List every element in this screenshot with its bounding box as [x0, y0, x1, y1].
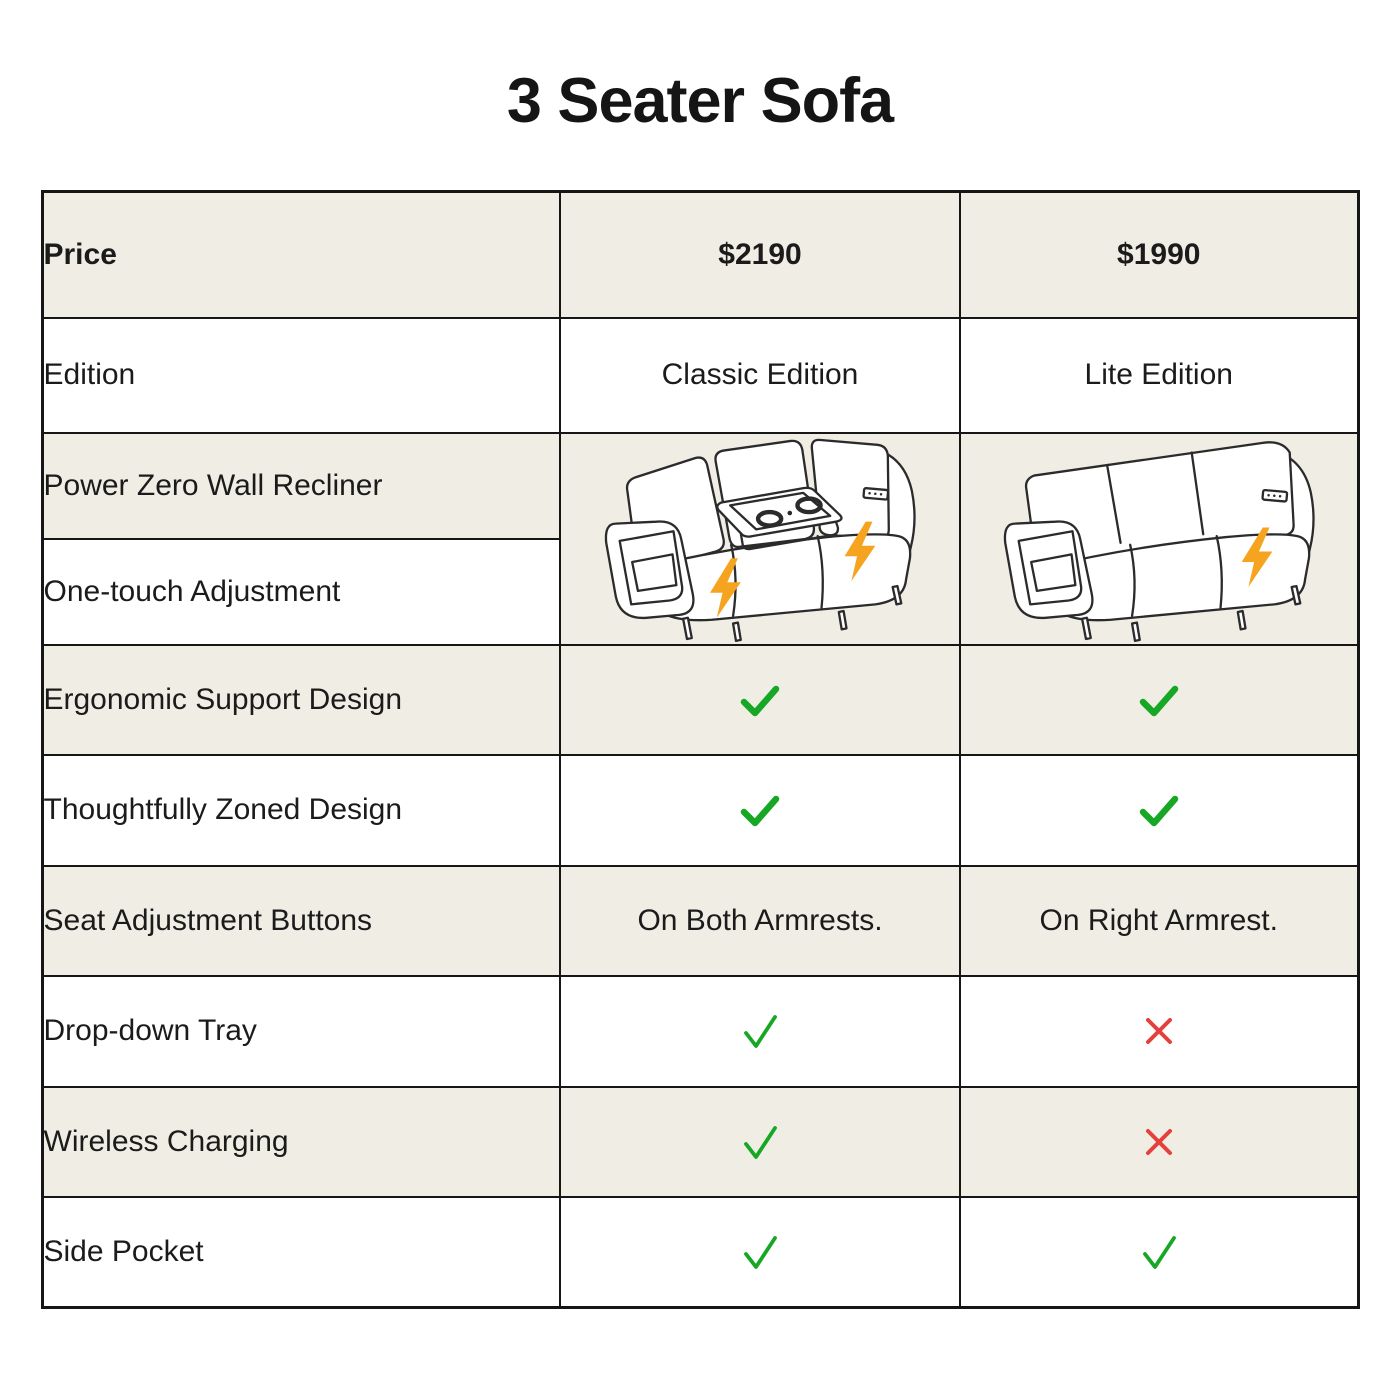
page-title: 3 Seater Sofa [506, 66, 894, 136]
seat-buttons-classic-value: On Both Armrests. [637, 903, 883, 937]
seat-buttons-classic-cell [560, 866, 960, 976]
wireless-lite-cell [960, 1087, 1358, 1197]
armrest-button-panel [863, 488, 888, 500]
wireless-lite-mark [1140, 1123, 1178, 1161]
check-icon [738, 1009, 782, 1053]
cross-icon [1140, 1012, 1178, 1050]
zoned-lite-mark [1136, 787, 1182, 833]
recliner-label: Power Zero Wall Recliner [43, 468, 383, 502]
comparison-table [41, 190, 1360, 1309]
one-touch-label: One-touch Adjustment [43, 574, 341, 608]
ergonomic-lite-cell [960, 645, 1358, 755]
edition-row [42, 318, 1358, 433]
classic-sofa-cell [560, 433, 960, 645]
price-label-cell [42, 192, 560, 318]
classic-sofa-illustration [587, 435, 933, 642]
tray-classic-mark [738, 1009, 782, 1053]
tray-label: Drop-down Tray [43, 1014, 257, 1048]
check-icon [1136, 787, 1182, 833]
wireless-label-cell [42, 1087, 560, 1197]
wireless-classic-cell [560, 1087, 960, 1197]
side-pocket-label-cell [42, 1197, 560, 1308]
ergonomic-lite-mark [1136, 677, 1182, 723]
side-pocket-label: Side Pocket [43, 1235, 204, 1269]
check-icon [1137, 1230, 1181, 1274]
ergonomic-row [42, 645, 1358, 755]
side-pocket-classic-mark [738, 1230, 782, 1274]
wireless-classic-mark [738, 1120, 782, 1164]
ergonomic-label: Ergonomic Support Design [43, 682, 403, 716]
classic-price-cell [560, 192, 960, 318]
side-pocket-lite-cell [960, 1197, 1358, 1308]
tray-classic-cell [560, 976, 960, 1087]
edition-label-cell [42, 318, 560, 433]
ergonomic-classic-mark [737, 677, 783, 723]
seat-buttons-label-cell [42, 866, 560, 976]
tray-lite-cell [960, 976, 1358, 1087]
zoned-row [42, 755, 1358, 866]
tray-row [42, 976, 1358, 1087]
tray-lite-mark [1140, 1012, 1178, 1050]
zoned-label: Thoughtfully Zoned Design [43, 793, 403, 827]
seat-buttons-label: Seat Adjustment Buttons [43, 903, 373, 937]
armrest-button-panel [1262, 490, 1287, 502]
one-touch-label-cell [42, 539, 560, 645]
lite-edition-cell [960, 318, 1358, 433]
seat-buttons-lite-cell [960, 866, 1358, 976]
wireless-label: Wireless Charging [43, 1124, 289, 1158]
lite-sofa-illustration [986, 435, 1332, 642]
lite-edition-name: Lite Edition [1084, 358, 1233, 392]
lite-price: $1990 [1117, 238, 1201, 272]
ergonomic-classic-cell [560, 645, 960, 755]
zoned-classic-mark [737, 787, 783, 833]
cross-icon [1140, 1123, 1178, 1161]
check-icon [1136, 677, 1182, 723]
check-icon [738, 1230, 782, 1274]
price-label: Price [43, 238, 117, 272]
check-icon [737, 677, 783, 723]
seat-buttons-row [42, 866, 1358, 976]
side-pocket-row [42, 1197, 1358, 1308]
price-row [42, 192, 1358, 318]
seat-buttons-lite-value: On Right Armrest. [1039, 903, 1278, 937]
recliner-label-cell [42, 433, 560, 539]
check-icon [738, 1120, 782, 1164]
classic-price: $2190 [718, 238, 802, 272]
classic-edition-name: Classic Edition [661, 358, 859, 392]
zoned-lite-cell [960, 755, 1358, 866]
recliner-row [42, 433, 1358, 539]
zoned-label-cell [42, 755, 560, 866]
ergonomic-label-cell [42, 645, 560, 755]
tray-label-cell [42, 976, 560, 1087]
lite-price-cell [960, 192, 1358, 318]
side-pocket-lite-mark [1137, 1230, 1181, 1274]
lite-sofa-cell [960, 433, 1358, 645]
wireless-row [42, 1087, 1358, 1197]
check-icon [737, 787, 783, 833]
zoned-classic-cell [560, 755, 960, 866]
classic-edition-cell [560, 318, 960, 433]
edition-label: Edition [43, 358, 136, 392]
side-pocket-classic-cell [560, 1197, 960, 1308]
